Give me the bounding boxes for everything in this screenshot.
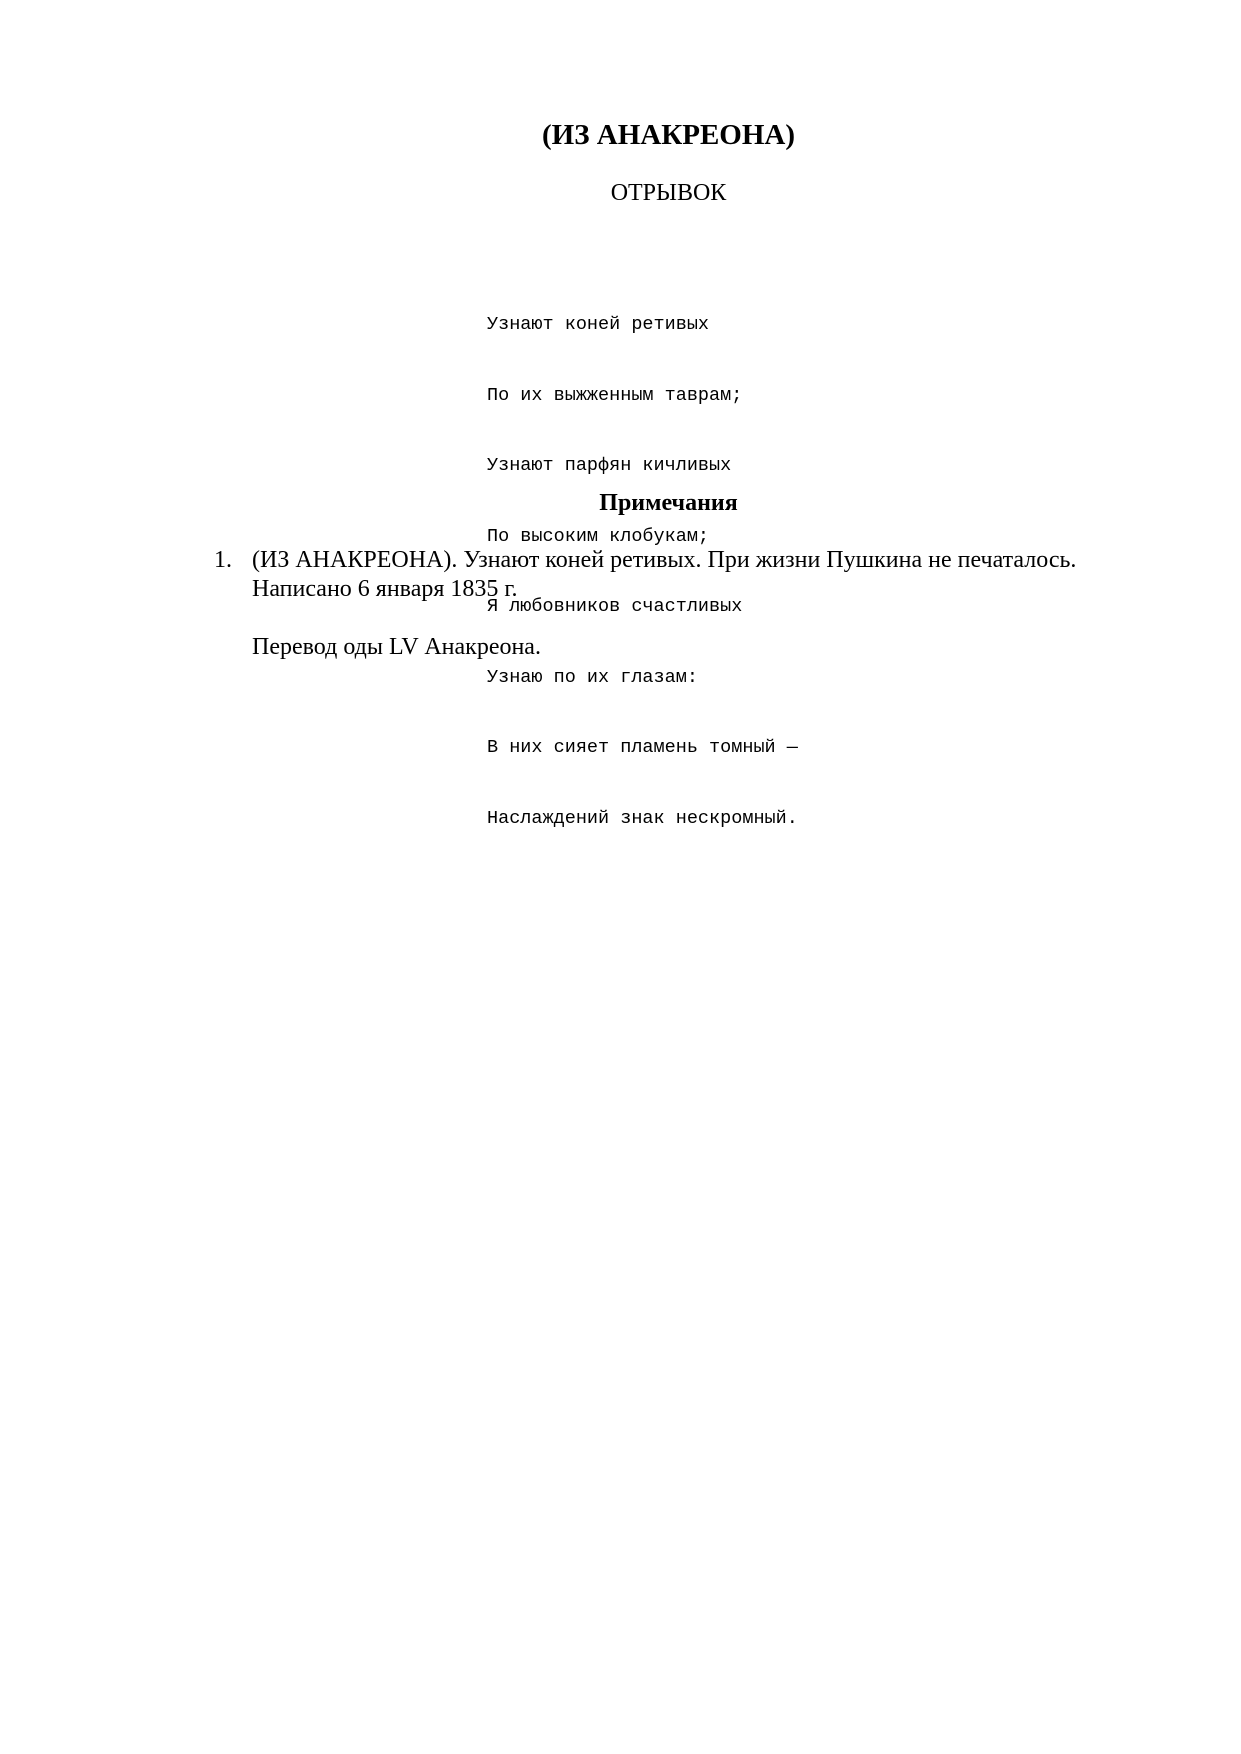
poem-line: По высоким клобукам;: [487, 525, 710, 547]
note-paragraph: Перевод оды LV Анакреона.: [252, 634, 541, 660]
notes-heading: Примечания: [599, 490, 738, 516]
notes-list: [214, 546, 1134, 662]
document-subtitle: ОТРЫВОК: [610, 180, 727, 206]
note-number: 1.: [214, 547, 232, 573]
poem-line: Наслаждений знак нескромный.: [487, 807, 798, 829]
poem-line: Узнаю по их глазам:: [487, 666, 698, 688]
poem-line: Я любовников счастливых: [487, 596, 743, 617]
poem-line: Узнают парфян кичливых: [487, 455, 732, 476]
document-title: (ИЗ АНАКРЕОНА): [541, 119, 795, 151]
note-item: [214, 546, 1134, 662]
poem-line: Узнают коней ретивых: [487, 314, 710, 335]
poem-line: По их выжженным таврам;: [487, 384, 743, 406]
note-paragraph: (ИЗ АНАКРЕОНА). Узнают коней ретивых. При жизни Пушкина не печаталось. Написано 6 января 1835 г.: [252, 547, 1077, 602]
poem-line: В них сияет пламень томный —: [487, 737, 798, 758]
